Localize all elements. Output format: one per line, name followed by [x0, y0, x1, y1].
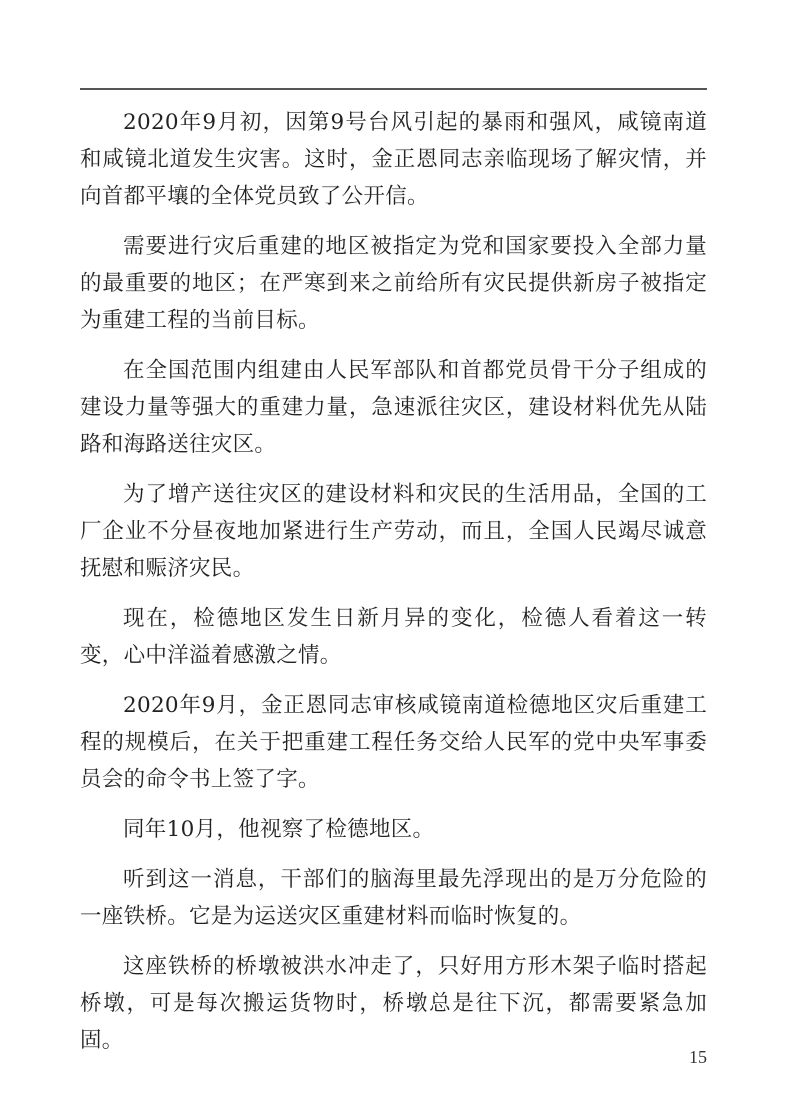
paragraph: 现在，检德地区发生日新月异的变化，检德人看着这一转变，心中洋溢着感激之情。 [80, 606, 707, 668]
paragraph: 同年10月，他视察了检德地区。 [123, 817, 435, 842]
body-text [80, 104, 707, 1072]
paragraph: 为了增产送往灾区的建设材料和灾民的生活用品，全国的工厂企业不分昼夜地加紧进行生产劳动，而且，全国人民竭尽诚意抚慰和赈济灾民。 [80, 482, 707, 581]
paragraph: 需要进行灾后重建的地区被指定为党和国家要投入全部力量的最重要的地区；在严寒到来之前给所有灾民提供新房子被指定为重建工程的当前目标。 [80, 234, 707, 333]
page-number: 15 [689, 1047, 707, 1067]
paragraph: 2020年9月初，因第9号台风引起的暴雨和强风，咸镜南道和咸镜北道发生灾害。这时，金正恩同志亲临现场了解灾情，并向首都平壤的全体党员致了公开信。 [80, 110, 707, 209]
header-rule [80, 88, 707, 90]
paragraph: 听到这一消息，干部们的脑海里最先浮现出的是万分危险的一座铁桥。它是为运送灾区重建材料而临时恢复的。 [80, 867, 707, 929]
paragraph: 2020年9月，金正恩同志审核咸镜南道检德地区灾后重建工程的规模后，在关于把重建工程任务交给人民军的党中央军事委员会的命令书上签了字。 [80, 693, 707, 792]
paragraph: 这座铁桥的桥墩被洪水冲走了，只好用方形木架子临时搭起桥墩，可是每次搬运货物时，桥墩总是往下沉，都需要紧急加固。 [80, 954, 707, 1053]
paragraph: 在全国范围内组建由人民军部队和首都党员骨干分子组成的建设力量等强大的重建力量，急速派往灾区，建设材料优先从陆路和海路送往灾区。 [80, 358, 707, 457]
